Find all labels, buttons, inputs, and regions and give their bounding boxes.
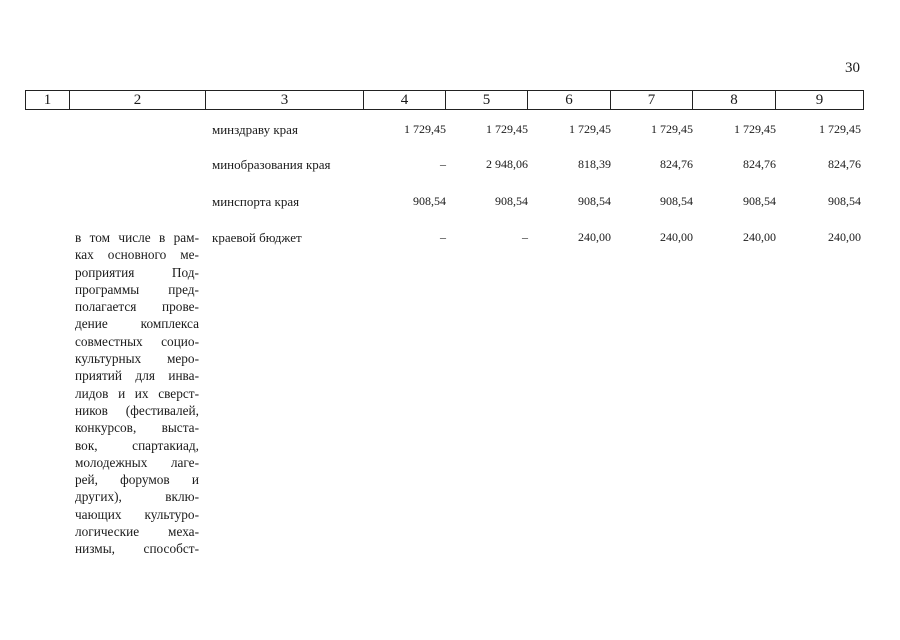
description-line: других), вклю- xyxy=(75,489,199,505)
cell-col-9: 1 729,45 xyxy=(819,122,861,136)
description-line: роприятия Под- xyxy=(75,264,199,280)
cell-col-9: 240,00 xyxy=(828,230,861,244)
table-row xyxy=(0,157,900,175)
description-line: ников (фестивалей, xyxy=(75,402,199,418)
description-line: лидов и их сверст- xyxy=(75,385,199,401)
table-row xyxy=(0,194,900,212)
cell-col-8: 240,00 xyxy=(743,230,776,244)
cell-col-5: – xyxy=(522,230,528,244)
cell-col-9: 908,54 xyxy=(828,194,861,208)
cell-col-6: 908,54 xyxy=(578,194,611,208)
description-line: вок, спартакиад, xyxy=(75,437,199,453)
cell-col-8: 824,76 xyxy=(743,157,776,171)
cell-col-4: 1 729,45 xyxy=(404,122,446,136)
cell-col-8: 908,54 xyxy=(743,194,776,208)
description-line: совместных социо- xyxy=(75,333,199,349)
header-col-4: 4 xyxy=(364,91,446,110)
description-line: приятий для инва- xyxy=(75,368,199,384)
header-col-1: 1 xyxy=(26,91,70,110)
description-line: культурных меро- xyxy=(75,351,199,367)
cell-col-5: 908,54 xyxy=(495,194,528,208)
description-line: низмы, способст- xyxy=(75,541,199,557)
cell-col-6: 1 729,45 xyxy=(569,122,611,136)
measure-description xyxy=(75,229,199,558)
cell-col-5: 1 729,45 xyxy=(486,122,528,136)
header-col-8: 8 xyxy=(693,91,776,110)
row-name: минспорта края xyxy=(212,194,300,209)
row-name: минздраву края xyxy=(212,122,298,137)
header-col-6: 6 xyxy=(528,91,611,110)
row-name: минобразования края xyxy=(212,157,331,172)
page-number: 30 xyxy=(845,60,860,76)
header-col-7: 7 xyxy=(611,91,693,110)
description-line: молодежных лаге- xyxy=(75,454,199,470)
cell-col-9: 824,76 xyxy=(828,157,861,171)
description-line: конкурсов, выста- xyxy=(75,420,199,436)
header-col-5: 5 xyxy=(446,91,528,110)
cell-col-4: – xyxy=(440,230,446,244)
cell-col-7: 908,54 xyxy=(660,194,693,208)
description-line: программы пред- xyxy=(75,281,199,297)
description-line: логические меха- xyxy=(75,524,199,540)
header-col-2: 2 xyxy=(70,91,206,110)
cell-col-7: 240,00 xyxy=(660,230,693,244)
row-name: краевой бюджет xyxy=(212,230,302,245)
description-line: в том числе в рам- xyxy=(75,230,199,245)
description-line: ках основного ме- xyxy=(75,247,199,263)
description-line: чающих культуро- xyxy=(75,506,199,522)
header-col-9: 9 xyxy=(776,91,864,110)
cell-col-7: 1 729,45 xyxy=(651,122,693,136)
cell-col-8: 1 729,45 xyxy=(734,122,776,136)
cell-col-6: 240,00 xyxy=(578,230,611,244)
description-line: полагается прове- xyxy=(75,299,199,315)
cell-col-6: 818,39 xyxy=(578,157,611,171)
header-col-3: 3 xyxy=(206,91,364,110)
description-line: дение комплекса xyxy=(75,316,199,332)
description-line: рей, форумов и xyxy=(75,472,199,488)
cell-col-4: 908,54 xyxy=(413,194,446,208)
cell-col-7: 824,76 xyxy=(660,157,693,171)
table-row xyxy=(0,122,900,140)
column-number-header xyxy=(25,90,864,110)
cell-col-4: – xyxy=(440,157,446,171)
cell-col-5: 2 948,06 xyxy=(486,157,528,171)
